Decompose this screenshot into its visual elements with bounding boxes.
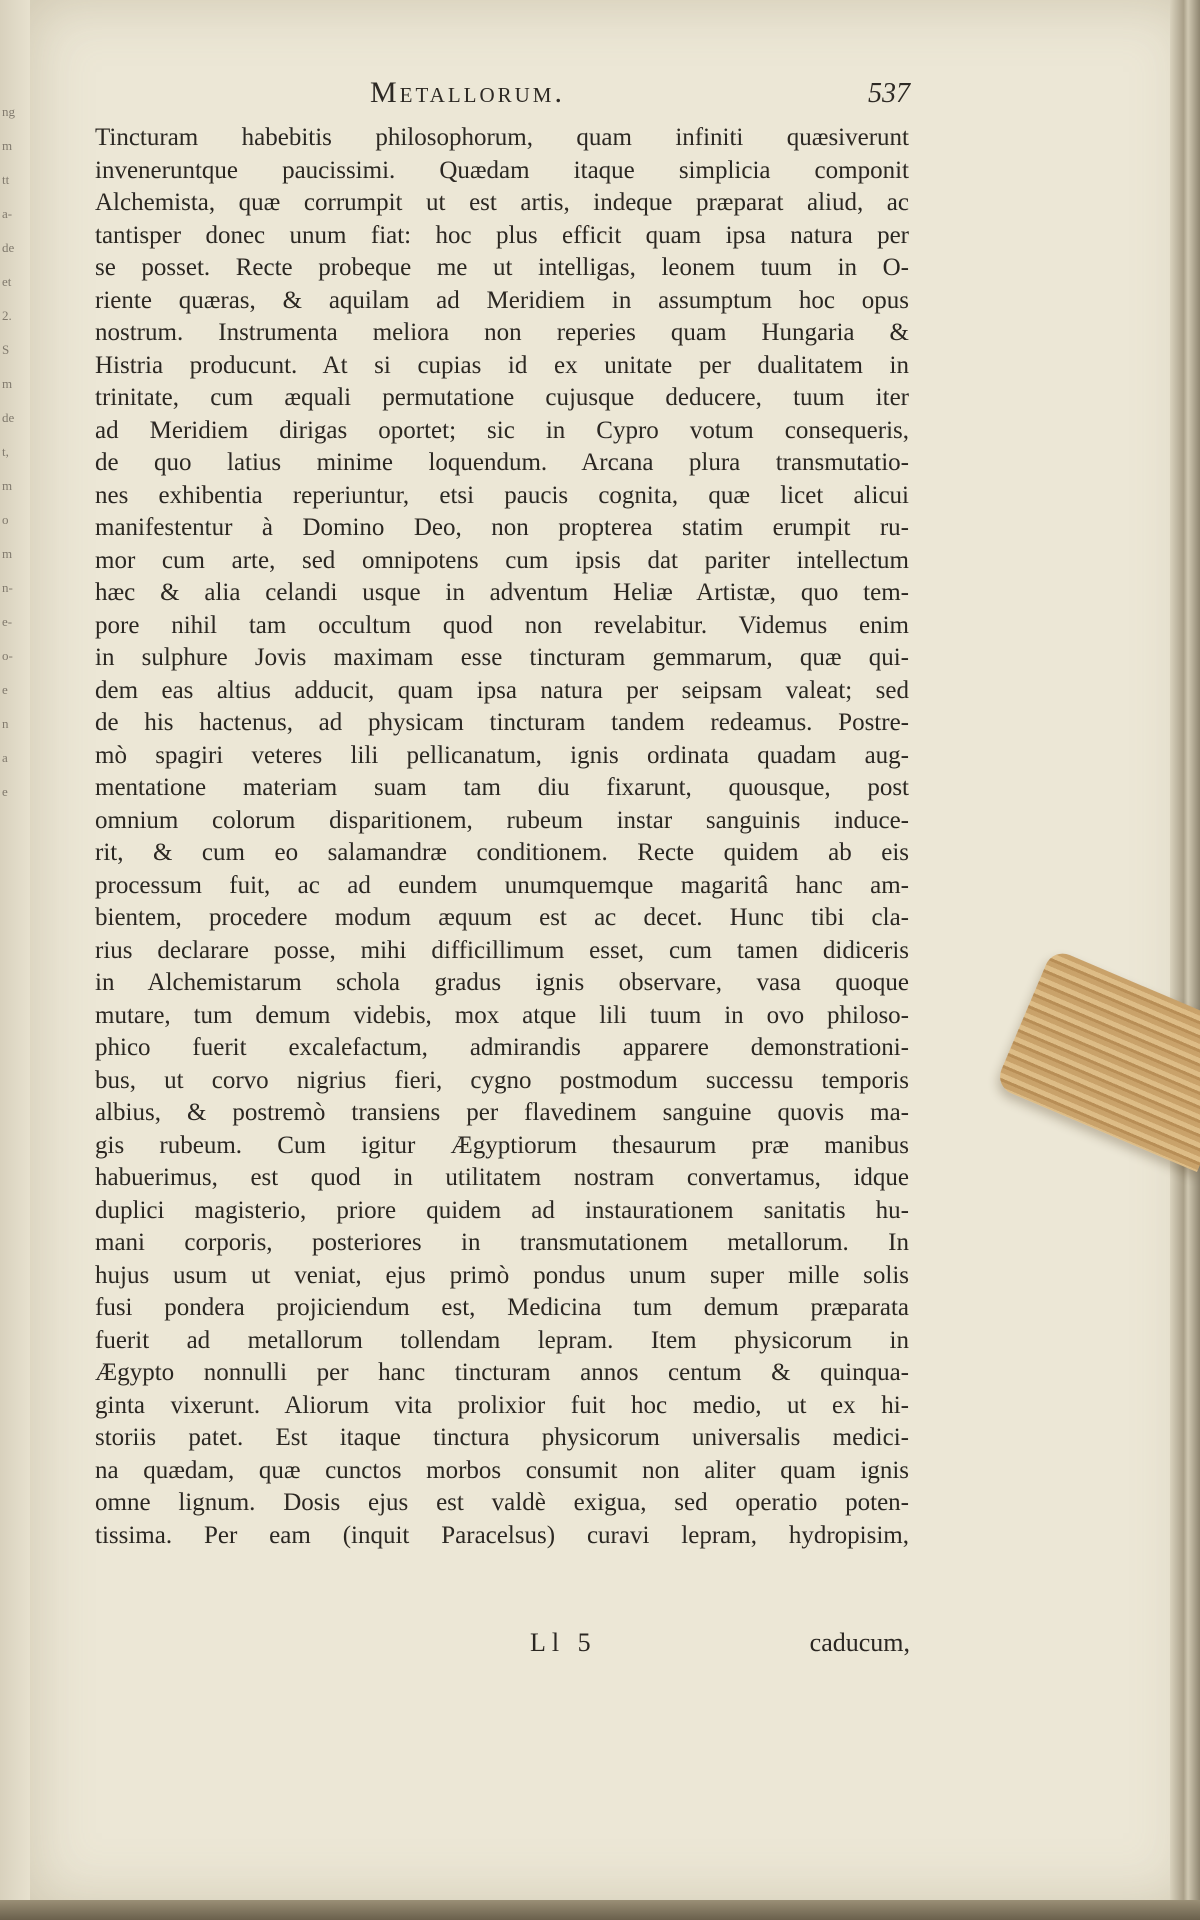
text-line: fusi pondera projiciendum est, Medicina tum demum præparata bbox=[95, 1294, 909, 1321]
text-line: tantisper donec unum fiat: hoc plus efficit quam ipsa natura per bbox=[95, 221, 909, 249]
text-line: storiis patet. Est itaque tinctura physicorum universalis medici- bbox=[95, 1424, 909, 1451]
bleed-fragment: m bbox=[2, 376, 13, 391]
bleed-fragment: t, bbox=[2, 444, 9, 459]
text-line: trinitate, cum æquali permutatione cujusque deducere, tuum iter bbox=[95, 384, 909, 411]
bleed-fragment: S bbox=[2, 342, 10, 357]
page-header bbox=[90, 76, 910, 116]
text-line: se posset. Recte probeque me ut intelligas, leonem tuum in O- bbox=[95, 254, 909, 281]
bleed-fragment: et bbox=[2, 274, 12, 289]
bleed-fragment: de bbox=[2, 410, 15, 425]
bleed-fragment: m bbox=[2, 478, 13, 493]
text-line: Ægypto nonnulli per hanc tincturam annos centum & quinqua- bbox=[95, 1359, 909, 1386]
text-line: Alchemista, quæ corrumpit ut est artis, indeque præparat aliud, ac bbox=[95, 189, 909, 216]
bleed-fragment: tt bbox=[2, 172, 10, 187]
text-line: phico fuerit excalefactum, admirandis apparere demonstrationi- bbox=[95, 1034, 909, 1061]
text-line: manifestentur à Domino Deo, non propterea statim erumpit ru- bbox=[95, 514, 909, 541]
text-line: de his hactenus, ad physicam tincturam tandem redeamus. Postre- bbox=[95, 709, 909, 736]
text-line: nes exhibentia reperiuntur, etsi paucis cognita, quæ licet alicui bbox=[95, 481, 909, 509]
bleed-fragment: o- bbox=[2, 648, 13, 663]
text-line: riente quæras, & aquilam ad Meridiem in assumptum hoc opus bbox=[95, 286, 909, 314]
text-line: ginta vixerunt. Aliorum vita prolixior fuit hoc medio, ut ex hi- bbox=[95, 1391, 909, 1419]
bleed-fragment: de bbox=[2, 240, 15, 255]
text-line: Tincturam habebitis philosophorum, quam infiniti quæsiverunt bbox=[95, 124, 909, 151]
text-line: inveneruntque paucissimi. Quædam itaque simplicia componit bbox=[95, 156, 909, 184]
catchword: caducum, bbox=[809, 1628, 910, 1657]
text-line: bientem, procedere modum æquum est ac decet. Hunc tibi cla- bbox=[95, 904, 909, 931]
text-line: rit, & cum eo salamandræ conditionem. Recte quidem ab eis bbox=[95, 839, 909, 866]
text-line: in Alchemistarum schola gradus ignis observare, vasa quoque bbox=[95, 969, 909, 996]
text-line: hæc & alia celandi usque in adventum Heliæ Artistæ, quo tem- bbox=[95, 579, 909, 606]
page-number: 537 bbox=[868, 78, 910, 109]
text-line: albius, & postremò transiens per flavedinem sanguine quovis ma- bbox=[95, 1099, 909, 1126]
facing-page-bleed bbox=[2, 95, 32, 809]
bleed-fragment: n bbox=[2, 716, 9, 731]
page-footer bbox=[90, 1628, 910, 1664]
text-line: processum fuit, ac ad eundem unumquemque magaritâ hanc am- bbox=[95, 871, 909, 899]
right-page-edge bbox=[1170, 0, 1200, 1920]
text-line: tissima. Per eam (inquit Paracelsus) curavi lepram, hydropisim, bbox=[95, 1521, 909, 1549]
text-line: gis rubeum. Cum igitur Ægyptiorum thesaurum præ manibus bbox=[95, 1131, 909, 1159]
text-line: nostrum. Instrumenta meliora non reperies quam Hungaria & bbox=[95, 319, 909, 346]
text-line: rius declarare posse, mihi difficillimum esset, cum tamen didiceris bbox=[95, 936, 909, 964]
bleed-fragment: m bbox=[2, 138, 13, 153]
bleed-fragment: a- bbox=[2, 206, 13, 221]
signature-mark: Ll 5 bbox=[530, 1628, 597, 1657]
text-line: mò spagiri veteres lili pellicanatum, ignis ordinata quadam aug- bbox=[95, 741, 909, 769]
bleed-fragment: ng bbox=[2, 104, 15, 119]
text-line: omnium colorum disparitionem, rubeum instar sanguinis induce- bbox=[95, 806, 909, 834]
bleed-fragment: a bbox=[2, 750, 8, 765]
text-line: dem eas altius adducit, quam ipsa natura per seipsam valeat; sed bbox=[95, 676, 909, 704]
text-line: mentatione materiam suam tam diu fixarunt, quousque, post bbox=[95, 774, 909, 801]
text-line: duplici magisterio, priore quidem ad instaurationem sanitatis hu- bbox=[95, 1196, 909, 1224]
text-line: bus, ut corvo nigrius fieri, cygno postmodum successu temporis bbox=[95, 1066, 909, 1094]
text-line: in sulphure Jovis maximam esse tincturam gemmarum, quæ qui- bbox=[95, 644, 909, 671]
text-line: fuerit ad metallorum tollendam lepram. Item physicorum in bbox=[95, 1326, 909, 1354]
text-line: pore nihil tam occultum quod non revelabitur. Videmus enim bbox=[95, 611, 909, 639]
text-line: mani corporis, posteriores in transmutationem metallorum. In bbox=[95, 1229, 909, 1256]
body-text bbox=[95, 122, 909, 1552]
running-title: Metallorum. bbox=[370, 76, 565, 109]
text-line: mor cum arte, sed omnipotens cum ipsis dat pariter intellectum bbox=[95, 546, 909, 574]
bleed-fragment: n- bbox=[2, 580, 13, 595]
text-line: ad Meridiem dirigas oportet; sic in Cypro votum consequeris, bbox=[95, 416, 909, 444]
bleed-fragment: e- bbox=[2, 614, 13, 629]
bleed-fragment: o bbox=[2, 512, 9, 527]
text-line: mutare, tum demum videbis, mox atque lili tuum in ovo philoso- bbox=[95, 1001, 909, 1029]
text-line: hujus usum ut veniat, ejus primò pondus unum super mille solis bbox=[95, 1261, 909, 1289]
bleed-fragment: e bbox=[2, 682, 8, 697]
bleed-fragment: m bbox=[2, 546, 13, 561]
text-line: na quædam, quæ cunctos morbos consumit non aliter quam ignis bbox=[95, 1456, 909, 1484]
text-line: omne lignum. Dosis ejus est valdè exigua, sed operatio poten- bbox=[95, 1489, 909, 1516]
text-line: de quo latius minime loquendum. Arcana plura transmutatio- bbox=[95, 449, 909, 476]
bottom-page-edge bbox=[0, 1900, 1200, 1920]
text-line: habuerimus, est quod in utilitatem nostram convertamus, idque bbox=[95, 1164, 909, 1191]
bleed-fragment: e bbox=[2, 784, 8, 799]
bleed-fragment: 2. bbox=[2, 308, 12, 323]
text-line: Histria producunt. At si cupias id ex unitate per dualitatem in bbox=[95, 351, 909, 379]
